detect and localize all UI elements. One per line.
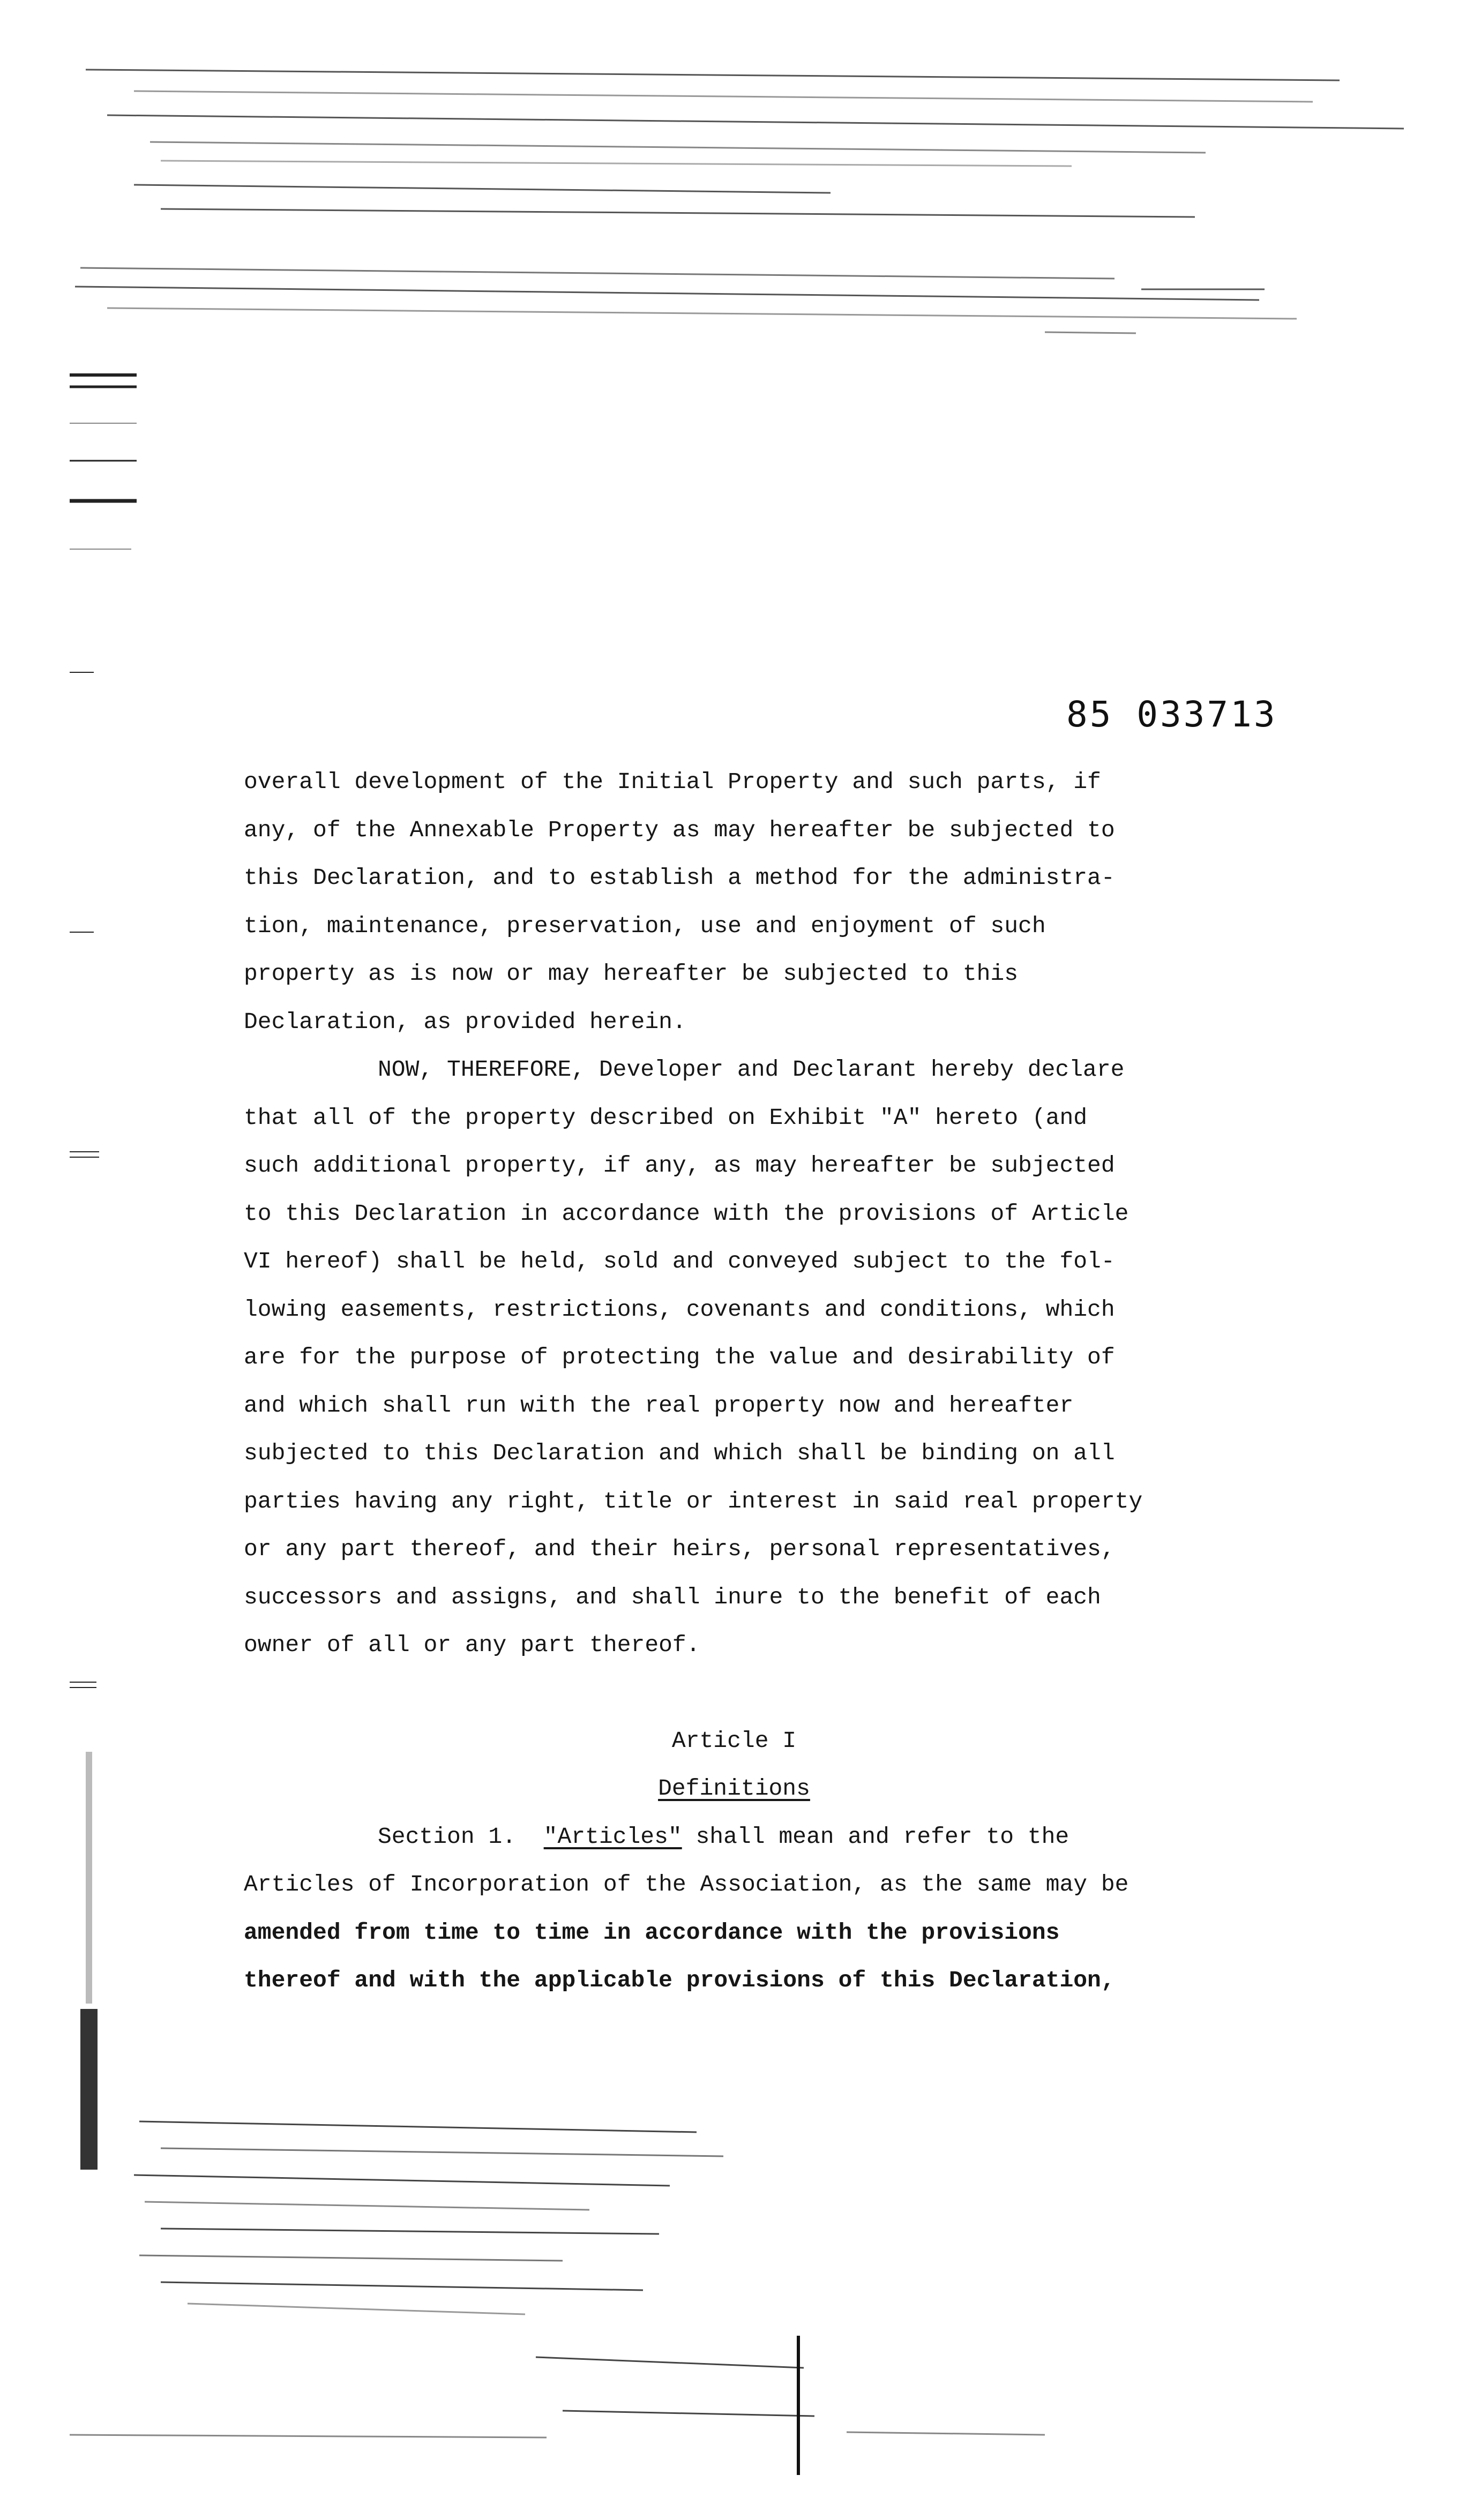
- text-line: parties having any right, title or interest in said real property: [244, 1488, 1143, 1514]
- text-line: tion, maintenance, preservation, use and enjoyment of such: [244, 912, 1046, 939]
- text-line: and which shall run with the real property now and hereafter: [244, 1392, 1074, 1419]
- text-line: subjected to this Declaration and which shall be binding on all: [244, 1440, 1115, 1466]
- section-1-prefix: Section 1.: [378, 1823, 544, 1850]
- paragraph-2: [244, 1046, 1262, 1669]
- text-line: NOW, THEREFORE, Developer and Declarant hereby declare: [378, 1056, 1125, 1083]
- text-line: property as is now or may hereafter be subjected to this: [244, 961, 1019, 987]
- text-line: any, of the Annexable Property as may hereafter be subjected to: [244, 816, 1115, 843]
- text-line: such additional property, if any, as may hereafter be subjected: [244, 1152, 1115, 1179]
- text-line: Articles of Incorporation of the Association, as the same may be: [244, 1871, 1129, 1898]
- text-line: thereof and with the applicable provisions of this Declaration,: [244, 1967, 1115, 1993]
- text-line: this Declaration, and to establish a method for the administra-: [244, 865, 1115, 891]
- article-heading: Article I: [671, 1727, 797, 1754]
- text-line: VI hereof) shall be held, sold and conveyed subject to the fol-: [244, 1248, 1115, 1274]
- text-line: or any part thereof, and their heirs, personal representatives,: [244, 1536, 1115, 1562]
- text-line: to this Declaration in accordance with the provisions of Article: [244, 1200, 1129, 1227]
- paragraph-1: [244, 758, 1262, 1046]
- spacer: [244, 1669, 1262, 1717]
- text-line: lowing easements, restrictions, covenants and conditions, which: [244, 1296, 1115, 1323]
- section-1: [244, 1813, 1262, 2005]
- section-1-first-line: [244, 1813, 1262, 1861]
- text-line: amended from time to time in accordance with the provisions: [244, 1919, 1060, 1946]
- text-line: owner of all or any part thereof.: [244, 1632, 700, 1658]
- text-line: Declaration, as provided herein.: [244, 1008, 686, 1035]
- recording-number: 85 033713: [1066, 694, 1277, 735]
- article-subheading: Definitions: [658, 1775, 810, 1802]
- text-line: successors and assigns, and shall inure to the benefit of each: [244, 1584, 1101, 1610]
- section-1-rest: shall mean and refer to the: [682, 1823, 1069, 1850]
- section-1-term: "Articles": [543, 1823, 682, 1850]
- text-line: that all of the property described on Exhibit "A" hereto (and: [244, 1104, 1088, 1131]
- text-line: overall development of the Initial Property and such parts, if: [244, 769, 1101, 795]
- text-line: are for the purpose of protecting the value and desirability of: [244, 1344, 1115, 1370]
- document-body: [244, 758, 1262, 2005]
